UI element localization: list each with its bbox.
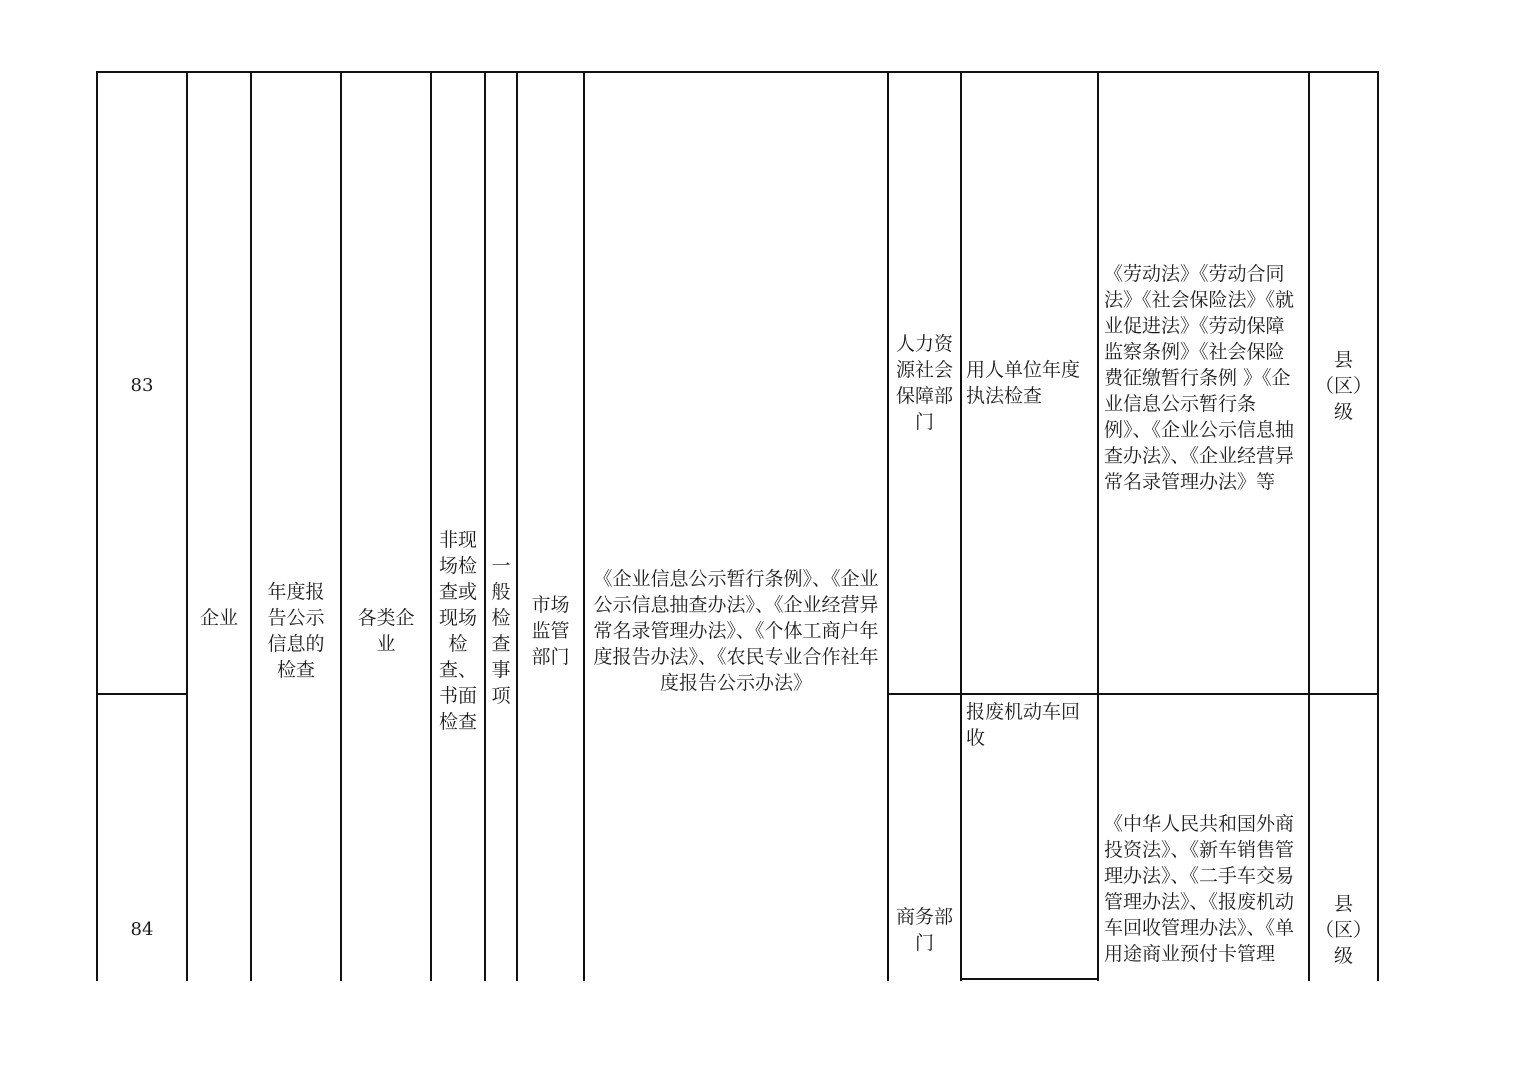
basis-text: 《劳动法》《劳动合同法》《社会保险法》《就业促进法》《劳动保障监察条例》《社会保险费征缴暂行条例 》《企业信息公示暂行条例》、《企业公示信息抽查办法》、《企业经营异常名录管理办法》等: [1104, 263, 1295, 493]
row-number-84: [98, 695, 186, 981]
level-cell-84: [1310, 695, 1377, 981]
dept-text: 人力资源社会保障部门: [895, 333, 953, 433]
row-number-text: 84: [130, 919, 154, 940]
lead-basis-cell: [585, 73, 887, 981]
lead-basis-text: 《企业信息公示暂行条例》、《企业公示信息抽查办法》、《企业经营异常名录管理办法》、《个体工商户年度报告办法》、《农民专业合作社年度报告公示办法》: [593, 567, 879, 694]
row-number-text: 83: [130, 374, 154, 396]
basis-text: 《中华人民共和国外商投资法》、《新车销售管理办法》、《二手车交易管理办法》、《报废机动车回收管理办法》、《单用途商业预付卡管理: [1104, 813, 1295, 965]
object-text: 各类企业: [357, 606, 415, 655]
item-cell-84: [962, 699, 1097, 979]
basis-cell-84: [1099, 811, 1308, 981]
lead-dept-cell: [518, 73, 583, 981]
level-cell-83: [1310, 73, 1377, 698]
level-text: 县（区）级: [1315, 348, 1373, 423]
item-cell-83: [962, 73, 1097, 693]
method-text: 非现场检查或现场检查、书面检查: [438, 528, 477, 733]
dept-cell-84: [889, 695, 960, 981]
item-text: 用人单位年度执法检查: [966, 359, 1081, 407]
method-cell: [432, 73, 484, 981]
basis-cell-83: [1099, 73, 1308, 683]
row-divider: [887, 693, 1377, 695]
subject-text: 企业: [199, 607, 238, 629]
inspection-table: [96, 71, 1379, 981]
subject-cell: [188, 73, 250, 981]
item-text: 报废机动车回收: [966, 701, 1081, 749]
dept-cell-83: [889, 73, 960, 693]
object-cell: [342, 73, 430, 981]
matter-text: 年度报告公示信息的检查: [267, 580, 325, 681]
matter-cell: [252, 73, 340, 981]
row-number-83: [98, 73, 186, 698]
dept-text: 商务部门: [895, 906, 953, 954]
level-text: 县（区）级: [1315, 893, 1373, 967]
category-text: 一般检查事项: [491, 554, 511, 707]
lead-dept-text: 市场监管部门: [531, 593, 570, 668]
category-cell: [486, 73, 516, 981]
